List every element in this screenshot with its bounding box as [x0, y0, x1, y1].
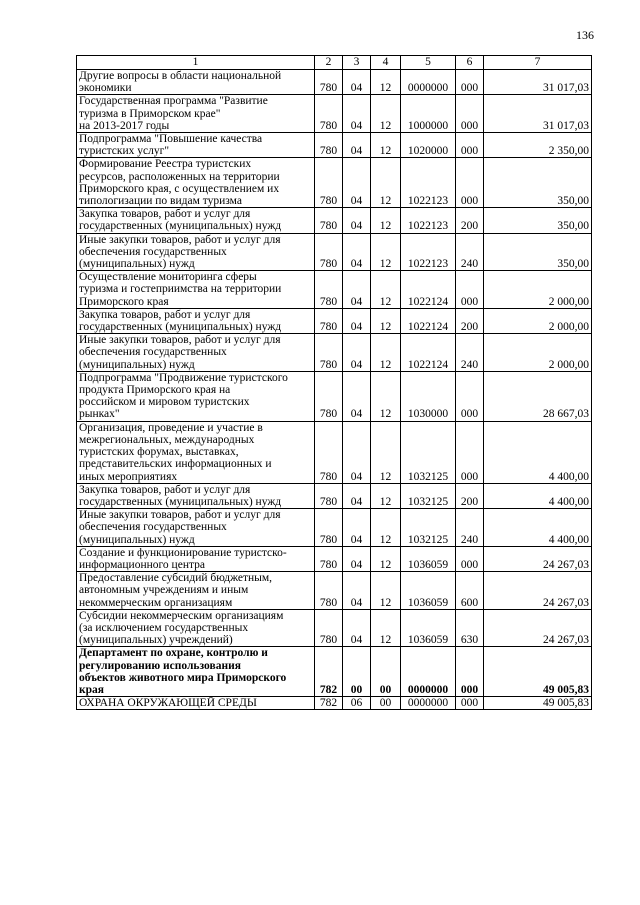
expense-type-cell: 200: [456, 208, 484, 233]
amount-cell: 31 017,03: [484, 70, 592, 95]
target-article-cell: 0000000: [401, 70, 456, 95]
ministry-code-cell: 780: [315, 483, 343, 508]
amount-cell: 2 000,00: [484, 334, 592, 372]
table-row: [77, 647, 592, 697]
ministry-code-cell: 782: [315, 647, 343, 697]
target-article-cell: 1022123: [401, 208, 456, 233]
section-cell: 04: [343, 509, 371, 547]
subsection-cell: 00: [371, 647, 401, 697]
column-header: 5: [401, 56, 456, 70]
section-cell: 04: [343, 572, 371, 610]
column-header: 2: [315, 56, 343, 70]
table-row: [77, 95, 592, 133]
expense-type-cell: 200: [456, 308, 484, 333]
amount-cell: 4 400,00: [484, 483, 592, 508]
table-row: [77, 271, 592, 309]
expense-type-cell: 000: [456, 546, 484, 571]
expense-type-cell: 000: [456, 133, 484, 158]
amount-cell: 2 000,00: [484, 271, 592, 309]
column-header: 1: [77, 56, 315, 70]
table-row: [77, 158, 592, 208]
section-cell: 04: [343, 208, 371, 233]
row-name-cell: Департамент по охране, контролю и регулированию использования объектов животного мира Приморского края: [77, 647, 315, 697]
row-name-cell: Организация, проведение и участие в межрегиональных, международных туристских форумах, выставках, представительских информационных и иных мероприятиях: [77, 421, 315, 483]
row-name-cell: Иные закупки товаров, работ и услуг для обеспечения государственных (муниципальных) нужд: [77, 233, 315, 271]
expense-type-cell: 000: [456, 70, 484, 95]
expense-type-cell: 000: [456, 421, 484, 483]
target-article-cell: 1032125: [401, 509, 456, 547]
ministry-code-cell: 780: [315, 95, 343, 133]
target-article-cell: 1022123: [401, 233, 456, 271]
subsection-cell: 12: [371, 95, 401, 133]
row-name-cell: Закупка товаров, работ и услуг для государственных (муниципальных) нужд: [77, 208, 315, 233]
subsection-cell: 12: [371, 483, 401, 508]
subsection-cell: 12: [371, 609, 401, 647]
row-name-cell: Государственная программа "Развитие туризма в Приморском крае" на 2013-2017 годы: [77, 95, 315, 133]
table-row: [77, 483, 592, 508]
row-name-cell: Формирование Реестра туристских ресурсов, расположенных на территории Приморского края, с осуществлением их типологизации по видам туризма: [77, 158, 315, 208]
expense-type-cell: 600: [456, 572, 484, 610]
amount-cell: 49 005,83: [484, 647, 592, 697]
table-row: [77, 421, 592, 483]
row-name-cell: Иные закупки товаров, работ и услуг для обеспечения государственных (муниципальных) нужд: [77, 509, 315, 547]
subsection-cell: 12: [371, 308, 401, 333]
expense-type-cell: 240: [456, 334, 484, 372]
table-row: [77, 70, 592, 95]
target-article-cell: 1022123: [401, 158, 456, 208]
expense-type-cell: 630: [456, 609, 484, 647]
section-cell: 04: [343, 334, 371, 372]
ministry-code-cell: 780: [315, 208, 343, 233]
amount-cell: 350,00: [484, 233, 592, 271]
amount-cell: 28 667,03: [484, 371, 592, 421]
column-header: 3: [343, 56, 371, 70]
section-cell: 06: [343, 697, 371, 710]
subsection-cell: 12: [371, 271, 401, 309]
table-row: [77, 208, 592, 233]
subsection-cell: 12: [371, 133, 401, 158]
section-cell: 04: [343, 609, 371, 647]
subsection-cell: 12: [371, 70, 401, 95]
ministry-code-cell: 780: [315, 421, 343, 483]
page-number: 136: [576, 28, 594, 42]
section-cell: 04: [343, 95, 371, 133]
subsection-cell: 12: [371, 371, 401, 421]
column-header: 7: [484, 56, 592, 70]
ministry-code-cell: 780: [315, 70, 343, 95]
ministry-code-cell: 780: [315, 371, 343, 421]
amount-cell: 2 350,00: [484, 133, 592, 158]
ministry-code-cell: 782: [315, 697, 343, 710]
row-name-cell: Предоставление субсидий бюджетным, автономным учреждениям и иным некоммерческим организациям: [77, 572, 315, 610]
row-name-cell: Подпрограмма "Повышение качества туристских услуг": [77, 133, 315, 158]
target-article-cell: 0000000: [401, 697, 456, 710]
expense-type-cell: 000: [456, 158, 484, 208]
table-row: [77, 233, 592, 271]
expense-type-cell: 240: [456, 509, 484, 547]
row-name-cell: Субсидии некоммерческим организациям (за исключением государственных (муниципальных) учреждений): [77, 609, 315, 647]
ministry-code-cell: 780: [315, 133, 343, 158]
column-header: 4: [371, 56, 401, 70]
ministry-code-cell: 780: [315, 233, 343, 271]
amount-cell: 4 400,00: [484, 421, 592, 483]
expense-type-cell: 000: [456, 95, 484, 133]
amount-cell: 2 000,00: [484, 308, 592, 333]
row-name-cell: ОХРАНА ОКРУЖАЮЩЕЙ СРЕДЫ: [77, 697, 315, 710]
table-row: [77, 133, 592, 158]
ministry-code-cell: 780: [315, 572, 343, 610]
table-row: [77, 371, 592, 421]
row-name-cell: Иные закупки товаров, работ и услуг для обеспечения государственных (муниципальных) нужд: [77, 334, 315, 372]
section-cell: 04: [343, 308, 371, 333]
table-row: [77, 697, 592, 710]
amount-cell: 31 017,03: [484, 95, 592, 133]
amount-cell: 24 267,03: [484, 609, 592, 647]
expense-type-cell: 200: [456, 483, 484, 508]
target-article-cell: 1022124: [401, 334, 456, 372]
ministry-code-cell: 780: [315, 271, 343, 309]
expense-type-cell: 000: [456, 371, 484, 421]
subsection-cell: 12: [371, 233, 401, 271]
expense-type-cell: 000: [456, 697, 484, 710]
section-cell: 04: [343, 133, 371, 158]
row-name-cell: Подпрограмма "Продвижение туристского продукта Приморского края на российском и мировом туристских рынках": [77, 371, 315, 421]
subsection-cell: 00: [371, 697, 401, 710]
target-article-cell: 0000000: [401, 647, 456, 697]
amount-cell: 350,00: [484, 208, 592, 233]
ministry-code-cell: 780: [315, 546, 343, 571]
column-header: 6: [456, 56, 484, 70]
ministry-code-cell: 780: [315, 308, 343, 333]
table-row: [77, 546, 592, 571]
section-cell: 04: [343, 70, 371, 95]
section-cell: 04: [343, 421, 371, 483]
target-article-cell: 1036059: [401, 572, 456, 610]
target-article-cell: 1032125: [401, 421, 456, 483]
ministry-code-cell: 780: [315, 509, 343, 547]
expense-type-cell: 000: [456, 271, 484, 309]
table-row: [77, 572, 592, 610]
target-article-cell: 1036059: [401, 609, 456, 647]
row-name-cell: Закупка товаров, работ и услуг для государственных (муниципальных) нужд: [77, 483, 315, 508]
target-article-cell: 1000000: [401, 95, 456, 133]
table-row: [77, 308, 592, 333]
table-row: [77, 509, 592, 547]
expense-type-cell: 000: [456, 647, 484, 697]
ministry-code-cell: 780: [315, 158, 343, 208]
row-name-cell: Другие вопросы в области национальной экономики: [77, 70, 315, 95]
amount-cell: 24 267,03: [484, 572, 592, 610]
section-cell: 00: [343, 647, 371, 697]
subsection-cell: 12: [371, 509, 401, 547]
section-cell: 04: [343, 271, 371, 309]
table-row: [77, 334, 592, 372]
budget-table: [76, 55, 592, 710]
subsection-cell: 12: [371, 572, 401, 610]
target-article-cell: 1032125: [401, 483, 456, 508]
section-cell: 04: [343, 371, 371, 421]
amount-cell: 4 400,00: [484, 509, 592, 547]
row-name-cell: Закупка товаров, работ и услуг для государственных (муниципальных) нужд: [77, 308, 315, 333]
subsection-cell: 12: [371, 334, 401, 372]
ministry-code-cell: 780: [315, 334, 343, 372]
section-cell: 04: [343, 483, 371, 508]
expense-type-cell: 240: [456, 233, 484, 271]
target-article-cell: 1022124: [401, 308, 456, 333]
ministry-code-cell: 780: [315, 609, 343, 647]
subsection-cell: 12: [371, 158, 401, 208]
target-article-cell: 1030000: [401, 371, 456, 421]
header-row: [77, 56, 592, 70]
section-cell: 04: [343, 158, 371, 208]
subsection-cell: 12: [371, 208, 401, 233]
row-name-cell: Создание и функционирование туристско- информационного центра: [77, 546, 315, 571]
amount-cell: 350,00: [484, 158, 592, 208]
target-article-cell: 1036059: [401, 546, 456, 571]
subsection-cell: 12: [371, 421, 401, 483]
amount-cell: 24 267,03: [484, 546, 592, 571]
target-article-cell: 1020000: [401, 133, 456, 158]
section-cell: 04: [343, 546, 371, 571]
amount-cell: 49 005,83: [484, 697, 592, 710]
row-name-cell: Осуществление мониторинга сферы туризма и гостеприимства на территории Приморского края: [77, 271, 315, 309]
section-cell: 04: [343, 233, 371, 271]
table-row: [77, 609, 592, 647]
subsection-cell: 12: [371, 546, 401, 571]
target-article-cell: 1022124: [401, 271, 456, 309]
